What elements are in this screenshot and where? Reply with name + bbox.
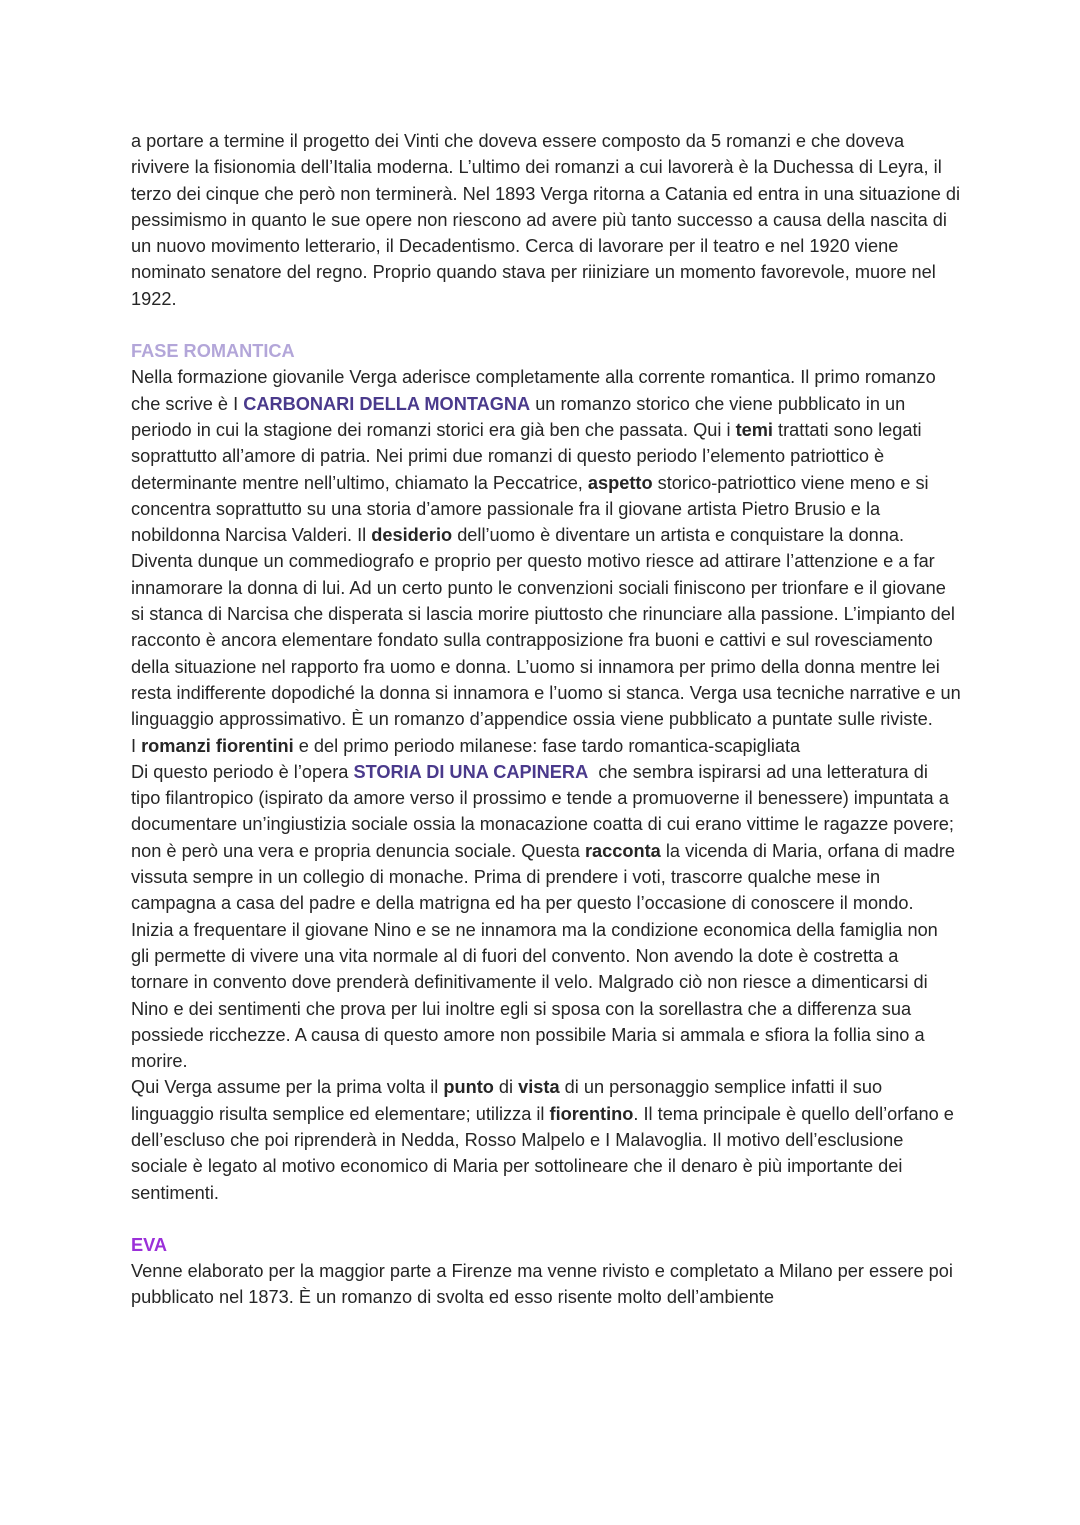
text-run: storico-patriottico viene meno e si concentra soprattutto su una storia d’amore passionale fra il giovane artista Pietro Brusio e la nobildonna Narcisa Valderi. Il <box>131 472 929 546</box>
paragraph-gap <box>131 1206 961 1232</box>
paragraph-gap <box>131 312 961 338</box>
intro-paragraph: a portare a termine il progetto dei Vinti che doveva essere composto da 5 romanzi e che doveva rivivere la fisionomia dell’Italia moderna. L’ultimo dei romanzi a cui lavorerà è la Duchessa di Leyra, il terzo dei cinque che però non terminerà. Nel 1893 Verga ritorna a Catania ed entra in una situazione di pessimismo in quanto le sue opere non riescono ad avere più tanto successo a causa della nascita di un nuovo movimento letterario, il Decadentismo. Cerca di lavorare per il teatro e nel 1920 viene nominato senatore del regno. Proprio quando stava per riiniziare un momento favorevole, muore nel 1922. <box>131 131 961 309</box>
romantica-paragraph-4 <box>131 1074 961 1205</box>
bold-aspetto: aspetto <box>587 472 653 493</box>
romantica-paragraph-3 <box>131 759 961 1075</box>
bold-desiderio: desiderio <box>371 525 453 546</box>
bold-punto: punto <box>443 1077 494 1098</box>
heading-fase-romantica: FASE ROMANTICA <box>131 341 295 362</box>
title-carbonari: CARBONARI DELLA MONTAGNA <box>243 393 531 414</box>
text-run: e del primo periodo milanese: fase tardo romantica-scapigliata <box>293 735 801 756</box>
bold-racconta: racconta <box>584 840 661 861</box>
text-run: un romanzo storico che viene pubblicato in un periodo in cui la stagione dei romanzi storici era già ben che passata. Qui i <box>131 393 906 440</box>
text-run: di un personaggio semplice infatti il suo linguaggio risulta semplice ed elementare; utilizza il <box>131 1077 883 1124</box>
bold-fiorentino: fiorentino <box>549 1103 634 1124</box>
text-run: Di questo periodo è l’opera <box>131 761 354 782</box>
romantica-paragraph-1 <box>131 364 961 732</box>
text-run: I <box>131 735 142 756</box>
text-run: . Il tema principale è quello dell’orfano e dell’escluso che poi riprenderà in Nedda, Rosso Malpelo e I Malavoglia. Il motivo dell’esclusione sociale è legato al motivo economico di Maria per sottolineare che il denaro è più importante dei sentimenti. <box>131 1103 954 1203</box>
text-run: che sembra ispirarsi ad una letteratura di tipo filantropico (ispirato da amore verso il prossimo e tende a promuoverne il benessere) impuntata a documentare un’ingiustizia sociale ossia la monacazione coatta di cui erano vittime le ragazze povere; non è però una vera e propria denuncia sociale. Questa <box>131 761 959 861</box>
text-run: Qui Verga assume per la prima volta il <box>131 1077 444 1098</box>
text-run: la vicenda di Maria, orfana di madre vissuta sempre in un collegio di monache. Prima di prendere i voti, trascorre qualche mese in campagna a casa del padre e della matrigna ed ha per questo l’occasione di conoscere il mondo. Inizia a frequentare il giovane Nino e se ne innamora ma la condizione economica della famiglia non gli permette di vivere una vita normale al di fuori del convento. Non avendo la dote è costretta a tornare in convento dove prenderà definitivamente il velo. Malgrado ciò non riesce a dimenticarsi di Nino e dei sentimenti che prova per lui inoltre egli si sposa con la sorellastra che a differenza sua possiede ricchezze. A causa di questo amore non possibile Maria si ammala e sfiora la follia sino a morire. <box>131 840 955 1072</box>
text-run: trattati sono legati soprattutto all’amore di patria. Nei primi due romanzi di questo periodo l’elemento patriottico è determinante mentre nell’ultimo, chiamato la Peccatrice, <box>131 419 922 493</box>
eva-paragraph: Venne elaborato per la maggior parte a Firenze ma venne rivisto e completato a Milano per essere poi pubblicato nel 1873. È un romanzo di svolta ed esso risente molto dell’ambiente <box>131 1261 953 1308</box>
heading-eva: EVA <box>131 1234 168 1255</box>
text-run: di <box>493 1077 519 1098</box>
bold-romanzi-fiorentini: romanzi fiorentini <box>141 735 294 756</box>
romantica-paragraph-2 <box>131 733 961 759</box>
title-storia-capinera: STORIA DI UNA CAPINERA <box>353 761 589 782</box>
document-page <box>131 128 961 1311</box>
text-run: dell’uomo è diventare un artista e conquistare la donna. Diventa dunque un commediografo e proprio per questo motivo riesce ad attirare l’attenzione e a far innamorare la donna di lui. Ad un certo punto le convenzioni sociali finiscono per trionfare e il giovane si stanca di Narcisa che disperata si lascia morire piuttosto che rinunciare alla passione. L’impianto del racconto è ancora elementare fondato sulla contrapposizione fra buoni e cattivi e sul rovesciamento della situazione nel rapporto fra uomo e donna. L’uomo si innamora per primo della donna mentre lei resta indifferente dopodiché la donna si innamora e l’uomo si stanca. Verga usa tecniche narrative e un linguaggio approssimativo. È un romanzo d’appendice ossia viene pubblicato a puntate sulle riviste. <box>131 525 961 730</box>
text-run: Nella formazione giovanile Verga aderisce completamente alla corrente romantica. Il primo romanzo che scrive è I <box>131 367 936 414</box>
bold-temi: temi <box>735 419 773 440</box>
bold-vista: vista <box>518 1077 560 1098</box>
